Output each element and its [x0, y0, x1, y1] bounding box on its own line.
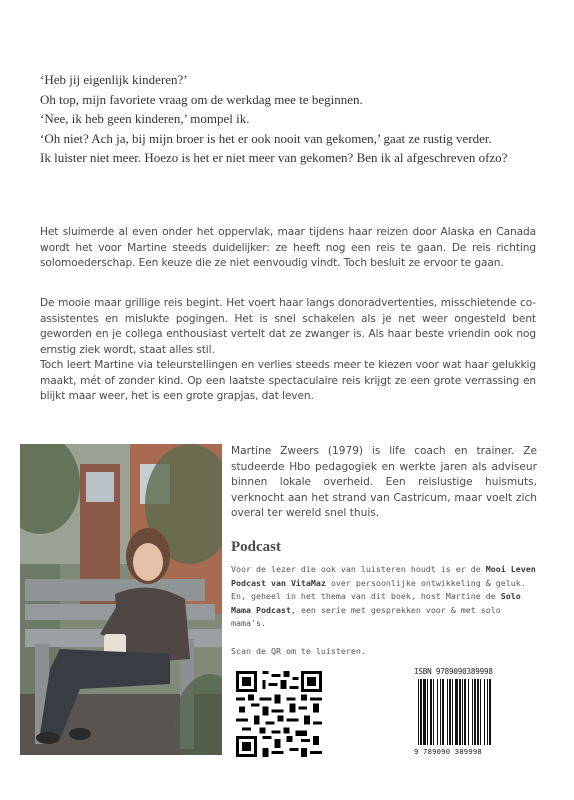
podcast-heading: Podcast: [231, 539, 281, 555]
blurb-paragraph-1: [40, 225, 536, 272]
podcast-name-mooi-leven: Mooi Leven Podcast van VitaMaz: [231, 564, 536, 588]
author-bio: Martine Zweers (1979) is life coach en trainer. Ze studeerde Hbo pedagogiek en werkte jaren als adviseur binnen lokale overheid. Een reislustige huismuts, verknocht aan het strand van Castricum, maar voelt zich overal ter wereld snel thuis.: [231, 445, 537, 519]
opening-quote: [40, 70, 536, 168]
quote-line: ‘Nee, ik heb geen kinderen,’ mompel ik.: [40, 111, 250, 126]
podcast-text-part: over persoonlijke ontwikkeling & geluk. En, geheel in het thema van dit boek, host Martine de: [231, 577, 526, 601]
blurb-text: Het sluimerde al even onder het oppervlak, maar tijdens haar reizen door Alaska en Canada wordt het voor Martine steeds duidelijker: ze heeft nog een reis te gaan. De reis richting solomoederschap. Een keuze die ze niet eenvoudig vindt. Toch besluit ze ervoor te gaan.: [40, 226, 536, 269]
quote-line: Oh top, mijn favoriete vraag om de werkdag mee te beginnen.: [40, 91, 363, 107]
quote-line: ‘Oh niet? Ach ja, bij mijn broer is het er ook nooit van gekomen,’ gaat ze rustig verder.: [40, 130, 492, 146]
qr-code-icon[interactable]: [236, 671, 322, 757]
author-photo: [20, 444, 222, 755]
podcast-text: [231, 563, 537, 631]
scan-qr-instruction: Scan de QR om te luisteren.: [231, 646, 366, 656]
blurb-text: De mooie maar grillige reis begint. Het voert haar langs donoradvertenties, misschietende co-assistentes en mislukte pogingen. Het is snel schakelen als je net weer ongesteld bent geworden en je collega enthousiast vertelt dat ze zwanger is. Als haar beste vriendin ook nog ernstig ziek wordt, staat alles stil.: [40, 297, 536, 356]
blurb-text: Toch leert Martine via teleurstellingen en verlies steeds meer te kiezen voor wat haar gelukkig maakt, mét of zonder kind. Op een laatste spectaculaire reis krijgt ze een grote verrassing en blijkt maar weer, het is een grote grapjas, dat leven.: [40, 359, 536, 402]
podcast-name-solo-mama: Solo Mama Podcast: [231, 591, 521, 615]
barcode-icon: [418, 679, 518, 745]
author-photo-illustration: [20, 444, 222, 755]
isbn-digits: 9 789090 389998: [414, 747, 482, 756]
podcast-text-part: Voor de lezer die ook van luisteren houdt is er de: [231, 564, 486, 574]
quote-line: Ik luister niet meer. Hoezo is het er niet meer van gekomen? Ben ik al afgeschreven ofzo?: [40, 150, 508, 165]
quote-line: ‘Heb jij eigenlijk kinderen?’: [40, 72, 188, 87]
isbn-label: ISBN 9789090389998: [414, 667, 493, 676]
podcast-text-part: , een serie met gesprekken voor & met solo mama's.: [231, 604, 501, 628]
blurb-paragraph-2: [40, 296, 536, 405]
